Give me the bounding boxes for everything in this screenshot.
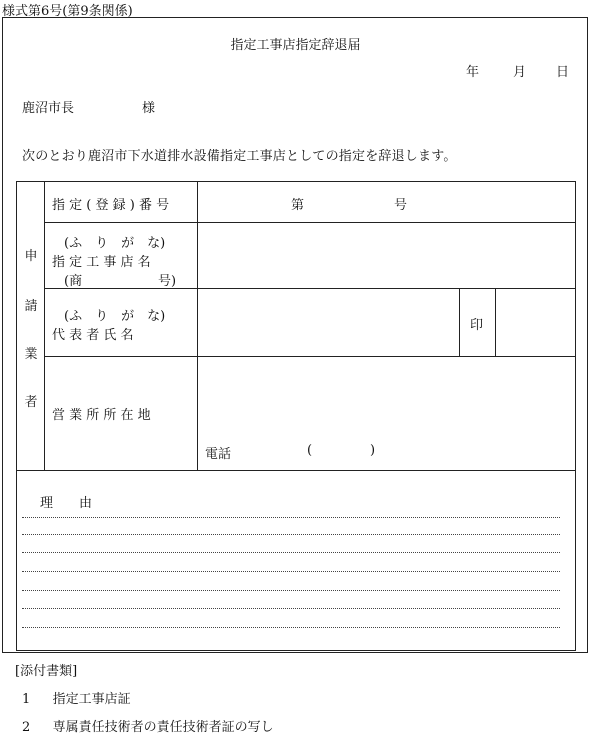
attachment-number: 2 xyxy=(22,720,31,735)
reason-line xyxy=(22,627,560,628)
reg-number-label: 指 定 ( 登 録 ) 番 号 xyxy=(52,198,170,213)
shop-trade-open: (商 xyxy=(64,274,83,289)
shop-name-label: 指 定 工 事 店 名 xyxy=(52,255,151,270)
reason-line xyxy=(22,552,560,553)
phone-label: 電話 xyxy=(205,447,232,462)
shop-furigana-label: (ふ り が な) xyxy=(64,236,166,251)
attachment-item xyxy=(22,716,274,735)
attachment-number: 1 xyxy=(22,692,31,707)
reason-line xyxy=(22,608,560,609)
applicant-char-4: 者 xyxy=(24,395,38,410)
seal-mark: 印 xyxy=(470,318,484,333)
reason-line xyxy=(22,590,560,591)
seal-col-right xyxy=(495,288,496,356)
applicant-col-divider xyxy=(44,181,45,470)
phone-paren-close: ) xyxy=(370,443,376,458)
form-title: 指定工事店指定辞退届 xyxy=(230,38,361,53)
attachment-item xyxy=(22,688,131,707)
rep-name-label: 代 表 者 氏 名 xyxy=(52,328,134,343)
applicant-char-3: 業 xyxy=(24,347,38,362)
honorific: 様 xyxy=(142,101,156,116)
reason-line xyxy=(22,534,560,535)
attachments-heading: [添付書類] xyxy=(15,664,78,679)
row-divider-reason xyxy=(16,470,576,471)
row-divider-1 xyxy=(44,222,576,223)
office-address-label: 営 業 所 所 在 地 xyxy=(52,408,151,423)
reg-number-suffix: 号 xyxy=(394,198,408,213)
addressee: 鹿沼市長 xyxy=(22,101,75,116)
reg-number-prefix: 第 xyxy=(291,198,305,213)
rep-furigana-label: (ふ り が な) xyxy=(64,309,166,324)
form-reference: 様式第6号(第9条関係) xyxy=(2,4,133,19)
attachment-text: 専属責任技術者の責任技術者証の写し xyxy=(52,720,274,735)
reason-line xyxy=(22,571,560,572)
reason-label: 理 由 xyxy=(40,496,93,511)
row-divider-3 xyxy=(44,356,576,357)
label-col-divider xyxy=(197,181,198,470)
statement-text: 次のとおり鹿沼市下水道排水設備指定工事店としての指定を辞退します。 xyxy=(22,149,457,164)
row-divider-2 xyxy=(44,288,576,289)
seal-col-left xyxy=(459,288,460,356)
attachment-text: 指定工事店証 xyxy=(52,692,131,707)
date-month: 月 xyxy=(513,65,527,80)
applicant-char-2: 請 xyxy=(24,299,38,314)
reason-line xyxy=(22,517,560,518)
date-year: 年 xyxy=(466,65,480,80)
shop-trade-close: 号) xyxy=(158,274,177,289)
phone-paren-open: ( xyxy=(307,443,313,458)
date-day: 日 xyxy=(556,65,570,80)
applicant-char-1: 申 xyxy=(24,249,38,264)
